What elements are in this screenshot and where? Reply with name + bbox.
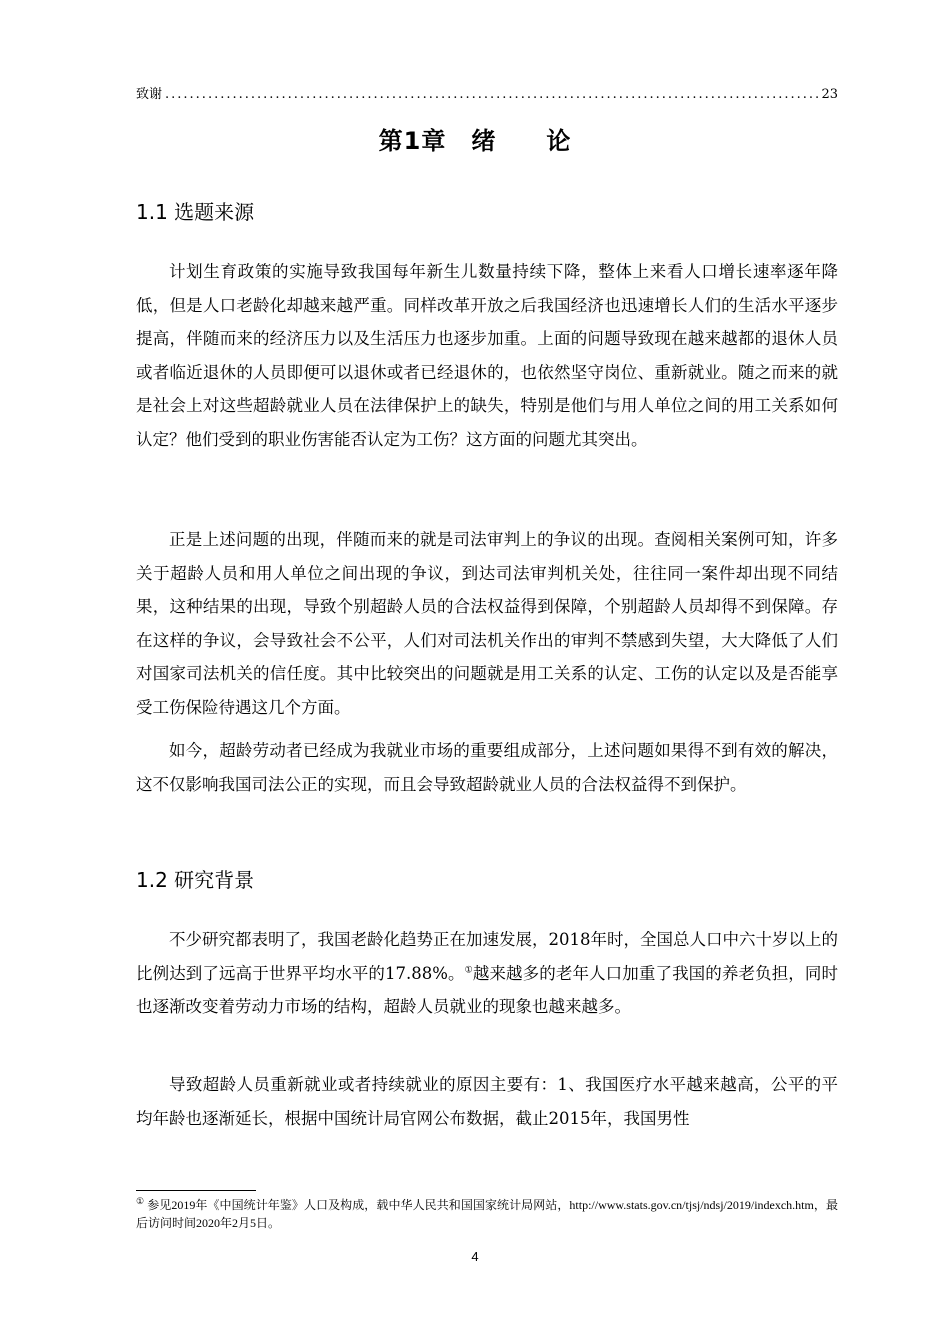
paragraph-4-text-b: 越来越多的老年人口加重了我国的养老负担，同时也逐渐改变着劳动力市场的结构，超龄人员就业的现象也越来越多。 <box>136 963 838 1016</box>
footnote-text: 参见2019年《中国统计年鉴》人口及构成，载中华人民共和国国家统计局网站，http://www.stats.gov.cn/tjsj/ndsj/2019/indexch.htm，最后访问时间2020年2月5日。 <box>136 1198 838 1230</box>
toc-entry-acknowledgements[interactable] <box>136 86 838 104</box>
chapter-title: 第1章 绪 论 <box>378 127 572 155</box>
page-number: 4 <box>471 1249 479 1264</box>
footnote-mark: ① <box>136 1196 145 1206</box>
toc-entry-label: 致谢 <box>136 87 163 102</box>
footnote-1 <box>136 1196 838 1232</box>
section-heading-1-1: 1.1 选题来源 <box>136 200 255 224</box>
footnote-reference-1[interactable]: ① <box>464 965 473 975</box>
section-heading-1-2: 1.2 研究背景 <box>136 868 255 892</box>
toc-entry-page: 23 <box>821 87 838 102</box>
paragraph-3: 如今，超龄劳动者已经成为我就业市场的重要组成部分，上述问题如果得不到有效的解决，这不仅影响我国司法公正的实现，而且会导致超龄就业人员的合法权益得不到保护。 <box>136 741 838 794</box>
paragraph-4 <box>136 923 838 1024</box>
footnote-divider <box>136 1190 256 1191</box>
paragraph-4-text-a: 不少研究都表明了，我国老龄化趋势正在加速发展，2018年时，全国总人口中六十岁以上的比例达到了远高于世界平均水平的17.88%。 <box>136 930 838 983</box>
paragraph-2: 正是上述问题的出现，伴随而来的就是司法审判上的争议的出现。查阅相关案例可知，许多关于超龄人员和用人单位之间出现的争议，到达司法审判机关处，往往同一案件却出现不同结果，这种结果的出现，导致个别超龄人员的合法权益得到保障，个别超龄人员却得不到保障。存在这样的争议，会导致社会不公平，人们对司法机关作出的审判不禁感到失望，大大降低了人们对国家司法机关的信任度。其中比较突出的问题就是用工关系的认定、工伤的认定以及是否能享受工伤保险待遇这几个方面。 <box>136 530 838 717</box>
paragraph-1: 计划生育政策的实施导致我国每年新生儿数量持续下降，整体上来看人口增长速率逐年降低，但是人口老龄化却越来越严重。同样改革开放之后我国经济也迅速增长人们的生活水平逐步提高，伴随而来的经济压力以及生活压力也逐步加重。上面的问题导致现在越来越都的退休人员或者临近退休的人员即便可以退休或者已经退休的，也依然坚守岗位、重新就业。随之而来的就是社会上对这些超龄就业人员在法律保护上的缺失，特别是他们与用人单位之间的用工关系如何认定？他们受到的职业伤害能否认定为工伤？这方面的问题尤其突出。 <box>136 262 838 449</box>
toc-leader-dots <box>165 86 818 104</box>
paragraph-5: 导致超龄人员重新就业或者持续就业的原因主要有：1、我国医疗水平越来越高，公平的平均年龄也逐渐延长，根据中国统计局官网公布数据，截止2015年，我国男性 <box>136 1075 838 1128</box>
